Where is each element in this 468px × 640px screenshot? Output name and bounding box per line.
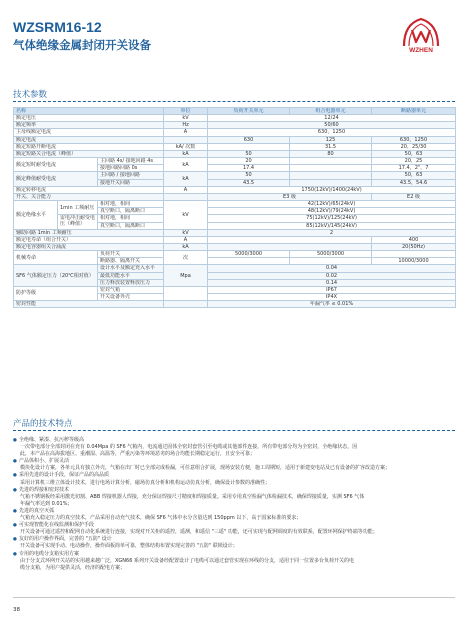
page-number: 38	[13, 607, 20, 613]
feature-text: 开关设备可通过遥控和配网自动化系统进行连接，实现对开关柜的遥控，遥测，和遥信 "三遥" 功能，还可实现与配网调度的有效联系，配置环网保护终端等功能；	[20, 529, 378, 536]
table-row	[14, 143, 456, 150]
table-row	[14, 115, 456, 122]
row-value: 2	[208, 229, 456, 236]
table-row	[14, 243, 456, 250]
row-sublabel: 设计水平及额定充入水平	[98, 265, 164, 272]
feature-heading: ● 友好的用户操作界面，完善的 "五防" 设计	[13, 536, 459, 543]
row-value: 85(12kV)/145(24kV)	[208, 222, 456, 229]
row-value: 50	[208, 172, 290, 179]
feature-text: 采用计算机三维立体设计技术，进行电场计算分析，磁场仿真分析和机构运动仿真分析，确保设计参数的准确性；	[20, 479, 271, 486]
row-value	[208, 236, 372, 243]
row-label: 额定转移电流	[14, 186, 164, 193]
table-header-row	[14, 108, 456, 115]
row-value: 630，1250	[372, 136, 456, 143]
row-value: 20，25	[372, 158, 456, 165]
row-sublabel: 雷电冲击耐受电压（峰值）	[58, 215, 98, 229]
row-label: 机械寿命	[14, 251, 98, 265]
row-label: 额定短路开断电流	[14, 143, 164, 150]
table-row	[14, 186, 456, 193]
row-value	[290, 165, 372, 172]
table-row	[14, 136, 456, 143]
row-sublabel: 接地回路回路 0s	[98, 165, 164, 172]
row-sublabel: 真空断口，隔离断口	[98, 222, 164, 229]
row-value: IP4X	[208, 294, 456, 301]
logo-wordmark: WZHEN	[409, 47, 433, 54]
row-value: 12/24	[208, 115, 456, 122]
row-value: 80	[290, 150, 372, 157]
row-unit	[164, 301, 208, 308]
feature-heading: ● 可实现智能化在线监测和保护手段	[13, 522, 459, 529]
table-row	[14, 172, 456, 179]
row-value: 年漏气率 ≤ 0.01%	[208, 301, 456, 308]
row-value	[208, 243, 372, 250]
row-sublabel: 密封气箱	[98, 286, 164, 293]
row-label: 额定短时耐受电流	[14, 158, 98, 172]
row-value	[208, 143, 290, 150]
row-unit: kA	[164, 158, 208, 172]
row-unit: kA	[164, 150, 208, 157]
table-row	[14, 193, 456, 200]
row-label: 主母线额定电流	[14, 129, 164, 136]
section-divider	[13, 101, 455, 102]
row-value: 400	[372, 236, 456, 243]
feature-text: 由于分支式环网开关站的实用越来越广泛，XGN66 系列开关设备经配置设计了电缆可以通过套管实现在环线的分支，适用于同一位置多台负荷开关的电	[20, 557, 354, 564]
feature-heading: ● 先进的焊接和密封技术	[13, 487, 459, 494]
row-value	[290, 158, 372, 165]
table-row	[14, 301, 456, 308]
row-unit: A	[164, 236, 208, 243]
row-value: 630	[208, 136, 290, 143]
row-sublabel: 主回路 / 接地回路	[98, 172, 164, 179]
header-combination: 组合电器单元	[290, 108, 372, 115]
row-unit: kV	[164, 229, 208, 236]
feature-heading: ● 全绝缘、紧凑、抗污秽等级高	[13, 437, 459, 444]
row-label: 额定电容器组关合涌流	[14, 243, 164, 250]
row-label: 防护等级	[14, 286, 98, 300]
row-value: 10000/3000	[372, 258, 456, 265]
feature-heading: ● 专用的电缆分支箱实用方案	[13, 551, 459, 558]
row-unit: kA	[164, 172, 208, 186]
row-value: 31.5	[290, 143, 372, 150]
row-value: 630，1250	[208, 129, 456, 136]
row-value	[372, 251, 456, 258]
product-subtitle: 气体绝缘金属封闭开关设备	[13, 38, 151, 52]
feature-text: 此，本产品在高海拔地区、重潮湿、高温等，严重污染等环境恶劣的场合均能长期稳定运行，且安全可靠；	[20, 451, 256, 458]
row-unit	[164, 193, 208, 200]
row-label: 额定绝缘水平	[14, 201, 58, 230]
section-title-features: 产品的技术特点	[13, 419, 73, 429]
feature-heading: ● 产品体积小、扩展灵活	[13, 458, 459, 465]
row-value	[290, 258, 372, 265]
section-divider	[13, 430, 455, 431]
row-unit: kV	[164, 115, 208, 122]
feature-text: 气箱充入稳定压力的真空技术，产品采用自动充气技术，确保 SF6 气体中水分含量达到 150ppm 以下，高于国家标准的要求；	[20, 515, 302, 522]
row-value: 43.5	[208, 179, 290, 186]
table-row	[14, 229, 456, 236]
row-value: 50	[208, 150, 290, 157]
row-label: 额定电压	[14, 115, 164, 122]
product-model: WZSRM16-12	[13, 19, 102, 35]
row-unit: A	[164, 186, 208, 193]
header-load-switch: 负荷开关单元	[208, 108, 290, 115]
row-value: IP67	[208, 286, 456, 293]
row-label: 开关、关合能力	[14, 193, 164, 200]
row-value: 5000/3000	[290, 251, 372, 258]
row-value: 0.14	[208, 279, 456, 286]
table-row	[14, 129, 456, 136]
row-value	[290, 172, 372, 179]
row-value: 50/60	[208, 122, 456, 129]
footer-divider	[13, 597, 455, 598]
feature-heading: ● 采用先进的设计手段，保证产品的高品质	[13, 472, 459, 479]
row-sublabel: 最低功能水平	[98, 272, 164, 279]
row-unit: kA	[164, 243, 208, 250]
row-label: 额定频率	[14, 122, 164, 129]
row-sublabel: 主回路 4s/ 接地回路 4s	[98, 158, 164, 165]
row-value: 50，63	[372, 150, 456, 157]
table-row	[14, 265, 456, 272]
feature-heading: ● 先进的真空灭弧	[13, 508, 459, 515]
feature-text: 缆分支箱，为用户提供灵活，经济的配电方案；	[20, 564, 126, 571]
features-list	[13, 437, 459, 572]
row-value: 20(50Hz)	[372, 243, 456, 250]
section-title-specs: 技术参数	[13, 90, 48, 100]
row-unit	[164, 136, 208, 143]
row-unit: kA/ 次数	[164, 143, 208, 150]
table-row	[14, 201, 456, 208]
table-row	[14, 286, 456, 293]
row-value: 48(12kV)/79(24kV)	[208, 208, 456, 215]
row-unit: A	[164, 129, 208, 136]
row-value: 1750(12kV)/1400(24kV)	[208, 186, 456, 193]
row-value: 125	[290, 136, 372, 143]
row-label: 辅助回路 1min 工频耐压	[14, 229, 164, 236]
row-value	[290, 179, 372, 186]
row-label: 额定短路关合电流（峰值）	[14, 150, 164, 157]
row-sublabel: 负荷开关	[98, 251, 164, 258]
row-label: SF6 气体额定压力（20℃相对值）	[14, 265, 98, 286]
row-value: 17.4，2"，7	[372, 165, 456, 172]
row-unit: 次	[164, 251, 208, 265]
row-sublabel: 接地开关回路	[98, 179, 164, 186]
row-sublabel: 断路器、隔离开关	[98, 258, 164, 265]
row-unit: Hz	[164, 122, 208, 129]
table-row	[14, 215, 456, 222]
table-row	[14, 236, 456, 243]
header-name: 名称	[14, 108, 164, 115]
row-value: E2 级	[372, 193, 456, 200]
row-value: 0.02	[208, 272, 456, 279]
feature-text: 气箱不锈钢板经采用激光切割、ABB 焊接机器人焊接，充分保证焊接尺寸精度和焊接质量。采用专用真空检漏气体检漏技术，确保焊接质量，实测 SF6 气体	[20, 493, 365, 500]
row-value: 42(12kV)/65(24kV)	[208, 201, 456, 208]
row-sublabel: 压力释放装置释放压力	[98, 279, 164, 286]
row-unit: Mpa	[164, 265, 208, 286]
feature-text: 开关设备可实现手动、电动操作，操作面板简单可靠，整体结构布置实现完善的 "五防" 联锁设计；	[20, 543, 238, 550]
row-sublabel: 开关设备外壳	[98, 294, 164, 301]
row-value: 50，63	[372, 172, 456, 179]
row-label: 额定电寿命（组合开关）	[14, 236, 164, 243]
feature-text: 模块化设计方案，各单元具有独立外壳，气箱在出厂时已全部完成检漏，可任意组合扩展，现场安装方便，施工周期短，适用于新建变电站及已有设备的扩容改造方案；	[20, 465, 391, 472]
row-value	[208, 258, 290, 265]
table-row	[14, 150, 456, 157]
row-value: 75(12kV)/125(24kV)	[208, 215, 456, 222]
row-value: 17.4	[208, 165, 290, 172]
row-unit: kV	[164, 201, 208, 230]
company-logo	[398, 16, 444, 58]
row-value: 5000/3000	[208, 251, 290, 258]
spec-table	[13, 107, 456, 308]
row-value: 20，25/30	[372, 143, 456, 150]
feature-text: 一次带电部分全部封闭在充有 0.04Mpa 的 SF6 气箱内，电流通过固体全密封套管引至电缆或其他部件连接，所有带电部分均为全密封，全绝缘状态，因	[20, 444, 358, 451]
row-unit	[164, 286, 208, 300]
row-label: 额定电流	[14, 136, 164, 143]
table-row	[14, 122, 456, 129]
feature-text: 年漏气率达到 0.01%；	[20, 500, 73, 507]
row-value: 43.5，54.6	[372, 179, 456, 186]
row-value: E3 级	[208, 193, 372, 200]
table-row	[14, 251, 456, 258]
row-sublabel: 1min 工频耐压	[58, 201, 98, 215]
row-label: 密封性能	[14, 301, 164, 308]
row-sublabel: 相对地，相间	[98, 201, 164, 208]
row-sublabel: 相对地，相间	[98, 215, 164, 222]
row-sublabel: 真空断口，隔离断口	[98, 208, 164, 215]
table-row	[14, 158, 456, 165]
row-value: 20	[208, 158, 290, 165]
logo-emblem-icon	[398, 16, 444, 48]
header-breaker: 断路器单元	[372, 108, 456, 115]
row-label: 额定峰值耐受电流	[14, 172, 98, 186]
header-unit: 单位	[164, 108, 208, 115]
row-value: 0.04	[208, 265, 456, 272]
